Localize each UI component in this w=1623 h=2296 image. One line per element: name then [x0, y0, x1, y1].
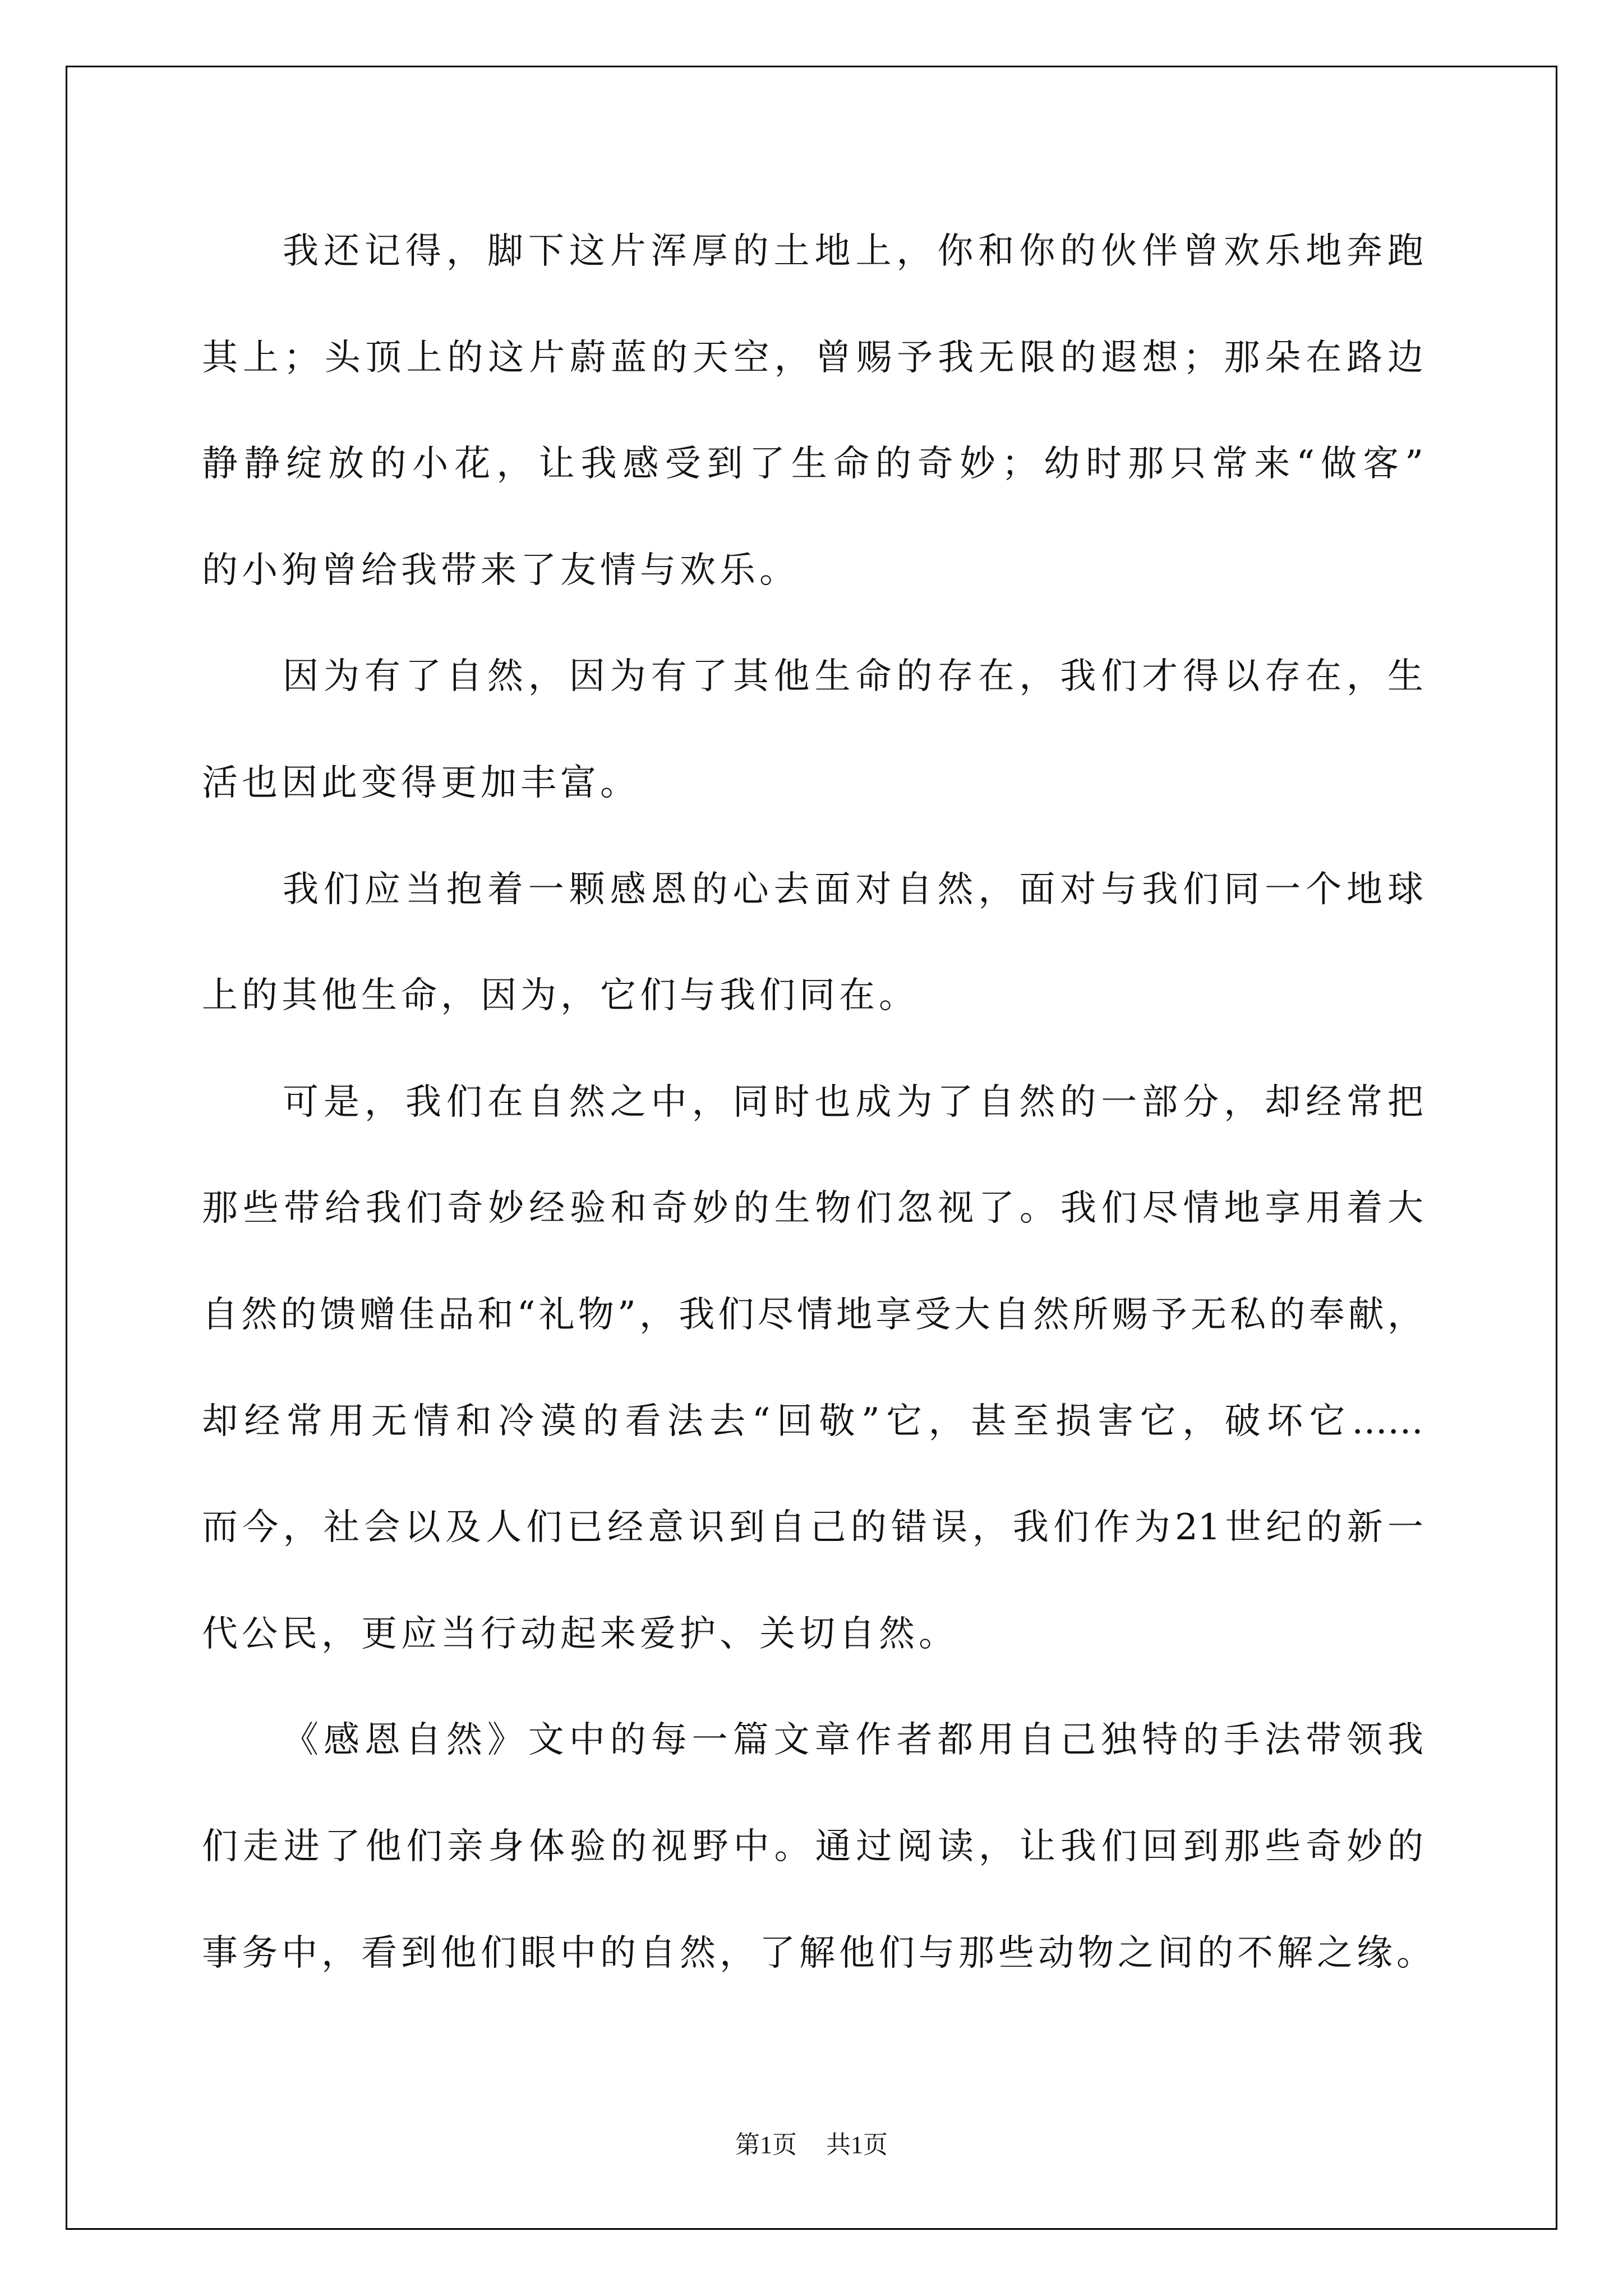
text-line: 代公民，更应当行动起来爱护、关切自然。: [202, 1613, 958, 1655]
text-line: 活也因此变得更加丰富。: [202, 762, 640, 804]
text-line: 自然的馈赠佳品和“礼物”，我们尽情地享受大自然所赐予无私的奉献，: [202, 1294, 1423, 1336]
text-line: 我们应当抱着一颗感恩的心去面对自然，面对与我们同一个地球: [283, 868, 1423, 910]
paragraph-4: [202, 1050, 1423, 1688]
text-line: 上的其他生命，因为，它们与我们同在。: [202, 975, 919, 1017]
paragraph-5: [202, 1687, 1436, 2007]
text-line: 们走进了他们亲身体验的视野中。通过阅读，让我们回到那些奇妙的: [202, 1825, 1423, 1867]
text-line: 静静绽放的小花，让我感受到了生命的奇妙；幼时那只常来“做客”: [202, 443, 1423, 485]
page-number: 第1页: [735, 2131, 797, 2159]
document-body: [202, 199, 1436, 2007]
text-line: 我还记得，脚下这片浑厚的土地上，你和你的伙伴曾欢乐地奔跑: [283, 231, 1423, 272]
page-count: 共1页: [826, 2131, 888, 2159]
text-line: 事务中，看到他们眼中的自然，了解他们与那些动物之间的不解之缘。: [202, 1932, 1436, 1974]
text-line: 可是，我们在自然之中，同时也成为了自然的一部分，却经常把: [283, 1081, 1423, 1123]
text-line: 的小狗曾给我带来了友情与欢乐。: [202, 549, 799, 591]
text-line: 而今，社会以及人们已经意识到自己的错误，我们作为21世纪的新一: [202, 1507, 1423, 1549]
text-line: 其上；头顶上的这片蔚蓝的天空，曾赐予我无限的遐想；那朵在路边: [202, 337, 1423, 379]
text-line: 《感恩自然》文中的每一篇文章作者都用自己独特的手法带领我: [283, 1719, 1423, 1761]
paragraph-1: [202, 199, 1423, 624]
paragraph-2: [202, 624, 1423, 836]
page-footer: [0, 2129, 1623, 2161]
text-line: 因为有了自然，因为有了其他生命的存在，我们才得以存在，生: [283, 656, 1423, 698]
text-line: 那些带给我们奇妙经验和奇妙的生物们忽视了。我们尽情地享用着大: [202, 1188, 1423, 1230]
text-line: 却经常用无情和冷漠的看法去“回敬”它，甚至损害它，破坏它……: [202, 1400, 1423, 1442]
paragraph-3: [202, 837, 1423, 1050]
